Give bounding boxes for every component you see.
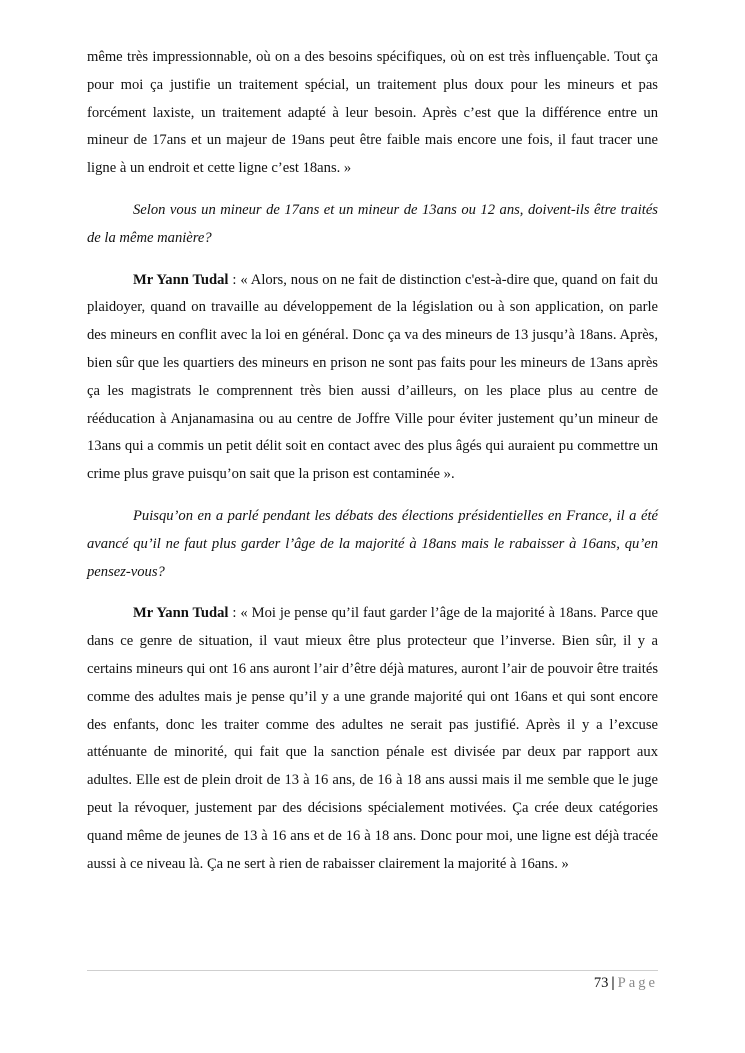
document-body [87, 44, 658, 878]
interview-question: Puisqu’on en a parlé pendant les débats des élections présidentielles en France, il a été avancé qu’il ne faut plus garder l’âge de la majorité à 18ans mais le rabaisser à 16ans, qu’en pensez-vous? [87, 507, 658, 580]
footer-divider [87, 970, 658, 971]
page-label: Page [617, 975, 658, 991]
interview-answer [87, 267, 658, 489]
speaker-name: Mr Yann Tudal [133, 271, 229, 288]
interview-question: Selon vous un mineur de 17ans et un mineur de 13ans ou 12 ans, doivent-ils être traités de la même manière? [87, 201, 658, 246]
interview-answer [87, 600, 658, 878]
speaker-name: Mr Yann Tudal [133, 605, 229, 622]
answer-text: : « Moi je pense qu’il faut garder l’âge de la majorité à 18ans. Parce que dans ce genre de situation, il vaut mieux être plus protecteur que l’inverse. Bien sûr, il y a certains mineurs qui ont 16 ans auront l’air d’être déjà matures, auront l’air de pouvoir être traités comme des adultes mais je pense qu’il y a une grande majorité qui ont 16ans et qui sont encore des enfants, donc les traiter comme des adultes ne serait pas justifié. Après il y a l’excuse atténuante de minorité, qui fait que la sanction pénale est divisée par deux par rapport aux adultes. Elle est de plein droit de 13 à 16 ans, de 16 à 18 ans aussi mais il me semble que le juge peut la révoquer, justement par des décisions spécialement motivées. Ça crée deux catégories quand même de jeunes de 13 à 16 ans et de 16 à 18 ans. Donc pour moi, une ligne est déjà tracée aussi à ce niveau là. Ça ne sert à rien de rabaisser clairement la majorité à 16ans. » [87, 605, 658, 872]
answer-text: : « Alors, nous on ne fait de distinction c'est-à-dire que, quand on fait du plaidoyer, quand on travaille au développement de la législation ou à son application, on parle des mineurs en conflit avec la loi en général. Donc ça va des mineurs de 13 jusqu’à 18ans. Après, bien sûr que les quartiers des mineurs en prison ne sont pas faits pour les mineurs de 13ans après ça les magistrats le comprennent très bien aussi d’ailleurs, on les place plus au centre de rééducation à Anjanamasina ou au centre de Joffre Ville pour éviter justement qu’un mineur de 13ans qui a commis un petit délit soit en contact avec des plus âgés qui auraient pu commettre un crime plus grave puisqu’on sait que la prison est contaminée ». [87, 271, 658, 483]
continuation-paragraph: même très impressionnable, où on a des besoins spécifiques, où on est très influençable. Tout ça pour moi ça justifie un traitement spécial, un traitement plus doux pour les mineurs et pas forcément laxiste, un traitement adapté à leur besoin. Après c’est que la différence entre un mineur de 17ans et un majeur de 19ans peut être faible mais encore une fois, il faut tracer une ligne à un endroit et cette ligne c’est 18ans. » [87, 49, 658, 177]
page-number: 73 [593, 975, 609, 991]
footer-separator: | [611, 975, 615, 991]
page-footer [594, 973, 658, 993]
